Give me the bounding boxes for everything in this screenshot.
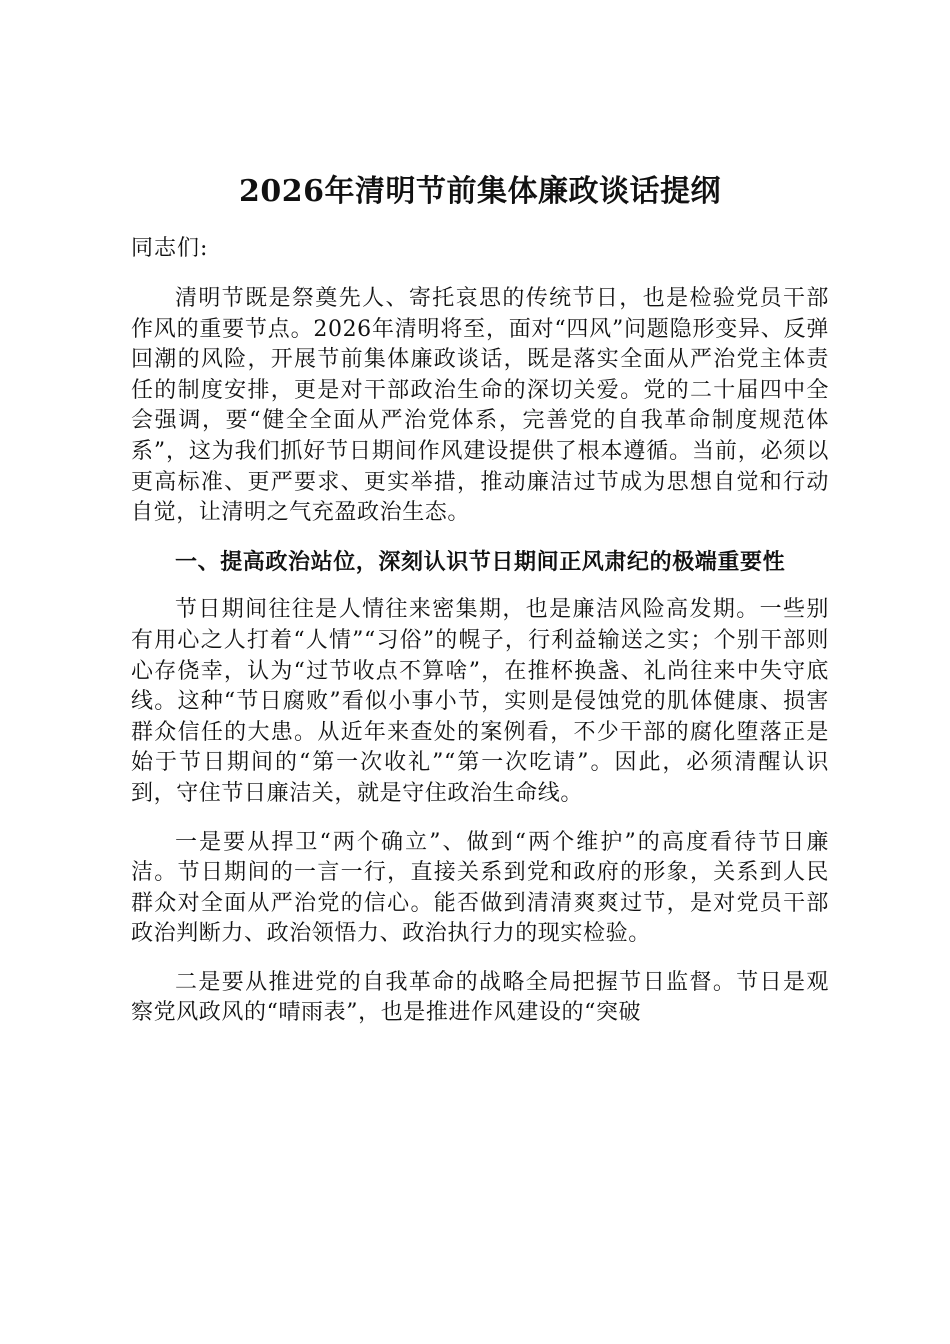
section1-paragraph-1: 节日期间往往是人情往来密集期，也是廉洁风险高发期。一些别有用心之人打着“人情”“习俗”的幌子，行利益输送之实；个别干部则心存侥幸，认为“过节收点不算啥”，在推杯换盏、礼尚往来中失守底线。这种“节日腐败”看似小事小节，实则是侵蚀党的肌体健康、损害群众信任的大患。从近年来查处的案例看，不少干部的腐化堕落正是始于节日期间的“第一次收礼”“第一次吃请”。因此，必须清醒认识到，守住节日廉洁关，就是守住政治生命线。 (131, 597, 829, 806)
document-body (131, 168, 829, 1047)
section-heading-1: 一、提高政治站位，深刻认识节日期间正风肃纪的极端重要性 (175, 548, 786, 575)
section1-paragraph-3: 二是要从推进党的自我革命的战略全局把握节日监督。节日是观察党风政风的“晴雨表”，也是推进作风建设的“突破 (131, 969, 829, 1026)
intro-paragraph: 清明节既是祭奠先人、寄托哀思的传统节日，也是检验党员干部作风的重要节点。2026年清明将至，面对“四风”问题隐形变异、反弹回潮的风险，开展节前集体廉政谈话，既是落实全面从严治党主体责任的制度安排，更是对干部政治生命的深切关爱。党的二十届四中全会强调，要“健全全面从严治党体系，完善党的自我革命制度规范体系”，这为我们抓好节日期间作风建设提供了根本遵循。当前，必须以更高标准、更严要求、更实举措，推动廉洁过节成为思想自觉和行动自觉，让清明之气充盈政治生态。 (131, 286, 829, 526)
document-title: 2026年清明节前集体廉政谈话提纲 (239, 174, 721, 209)
salutation: 同志们: (131, 236, 209, 261)
section1-paragraph-2: 一是要从捍卫“两个确立”、做到“两个维护”的高度看待节日廉洁。节日期间的一言一行，直接关系到党和政府的形象，关系到人民群众对全面从严治党的信心。能否做到清清爽爽过节，是对党员干部政治判断力、政治领悟力、政治执行力的现实检验。 (131, 829, 829, 947)
